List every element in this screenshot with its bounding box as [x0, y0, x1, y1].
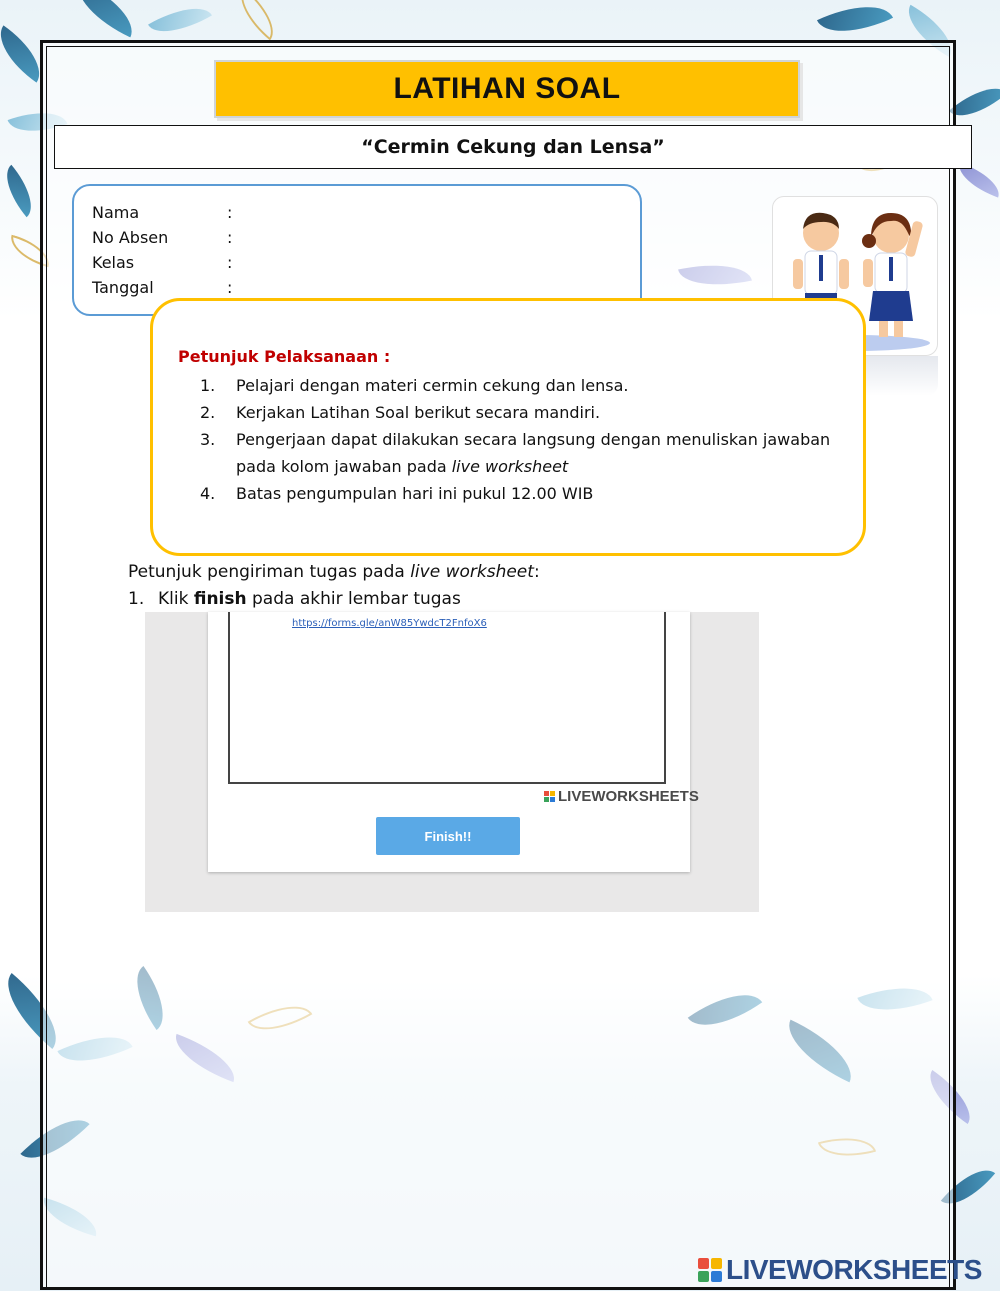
instructions-list [200, 372, 840, 507]
watermark-text: LIVEWORKSHEETS [726, 1254, 982, 1285]
instruction-item [200, 372, 840, 399]
liveworksheets-watermark-icon [698, 1258, 722, 1282]
send-instructions-heading [128, 562, 540, 582]
instruction-item [200, 399, 840, 426]
send-step-1 [128, 589, 461, 609]
identity-label: Kelas [92, 253, 135, 272]
identity-colon: : [227, 203, 233, 222]
instruction-number: 3. [200, 430, 216, 449]
instruction-text: Pelajari dengan materi cermin cekung dan lensa. [236, 376, 629, 395]
identity-row-no-absen [92, 225, 622, 250]
identity-box [72, 184, 642, 316]
send-heading-suffix: : [533, 562, 540, 582]
instruction-text: Kerjakan Latihan Soal berikut secara mandiri. [236, 403, 601, 422]
instruction-text: Pengerjaan dapat dilakukan secara langsung dengan menuliskan jawaban pada kolom jawaban pada [236, 430, 831, 476]
identity-colon: : [227, 228, 233, 247]
finish-button[interactable]: Finish!! [376, 817, 520, 855]
identity-colon: : [227, 278, 233, 297]
instruction-item [200, 480, 840, 507]
identity-row-kelas [92, 250, 622, 275]
page-title: LATIHAN SOAL [214, 60, 800, 118]
liveworksheets-logo-small [544, 788, 699, 805]
instruction-text-3 [236, 426, 840, 480]
identity-row-tanggal [92, 275, 622, 300]
liveworksheets-icon [544, 791, 555, 802]
liveworksheets-watermark [698, 1254, 982, 1286]
send-step-suffix: pada akhir lembar tugas [246, 589, 461, 609]
worksheet-subtitle: “Cermin Cekung dan Lensa” [54, 125, 972, 169]
identity-colon: : [227, 253, 233, 272]
identity-label: No Absen [92, 228, 169, 247]
identity-label: Tanggal [92, 278, 154, 297]
identity-row-nama [92, 200, 622, 225]
liveworksheets-brand: LIVEWORKSHEETS [558, 788, 699, 805]
send-heading-text: Petunjuk pengiriman tugas pada [128, 562, 411, 582]
identity-label: Nama [92, 203, 140, 222]
instruction-number: 4. [200, 484, 216, 503]
instruction-number: 1. [200, 376, 216, 395]
instruction-number: 2. [200, 403, 216, 422]
instruction-italic-text: live worksheet [451, 457, 569, 476]
instructions-heading: Petunjuk Pelaksanaan : [178, 347, 391, 366]
send-step-bold: finish [193, 589, 247, 609]
send-step-number: 1. [128, 589, 145, 609]
send-heading-italic: live worksheet [410, 562, 534, 582]
instruction-item [200, 426, 840, 480]
send-step-text: Klik [158, 589, 194, 609]
form-link[interactable]: https://forms.gle/anW85YwdcT2FnfoX6 [292, 618, 487, 629]
screenshot-textarea [228, 612, 666, 784]
instruction-text: Batas pengumpulan hari ini pukul 12.00 WIB [236, 484, 594, 503]
